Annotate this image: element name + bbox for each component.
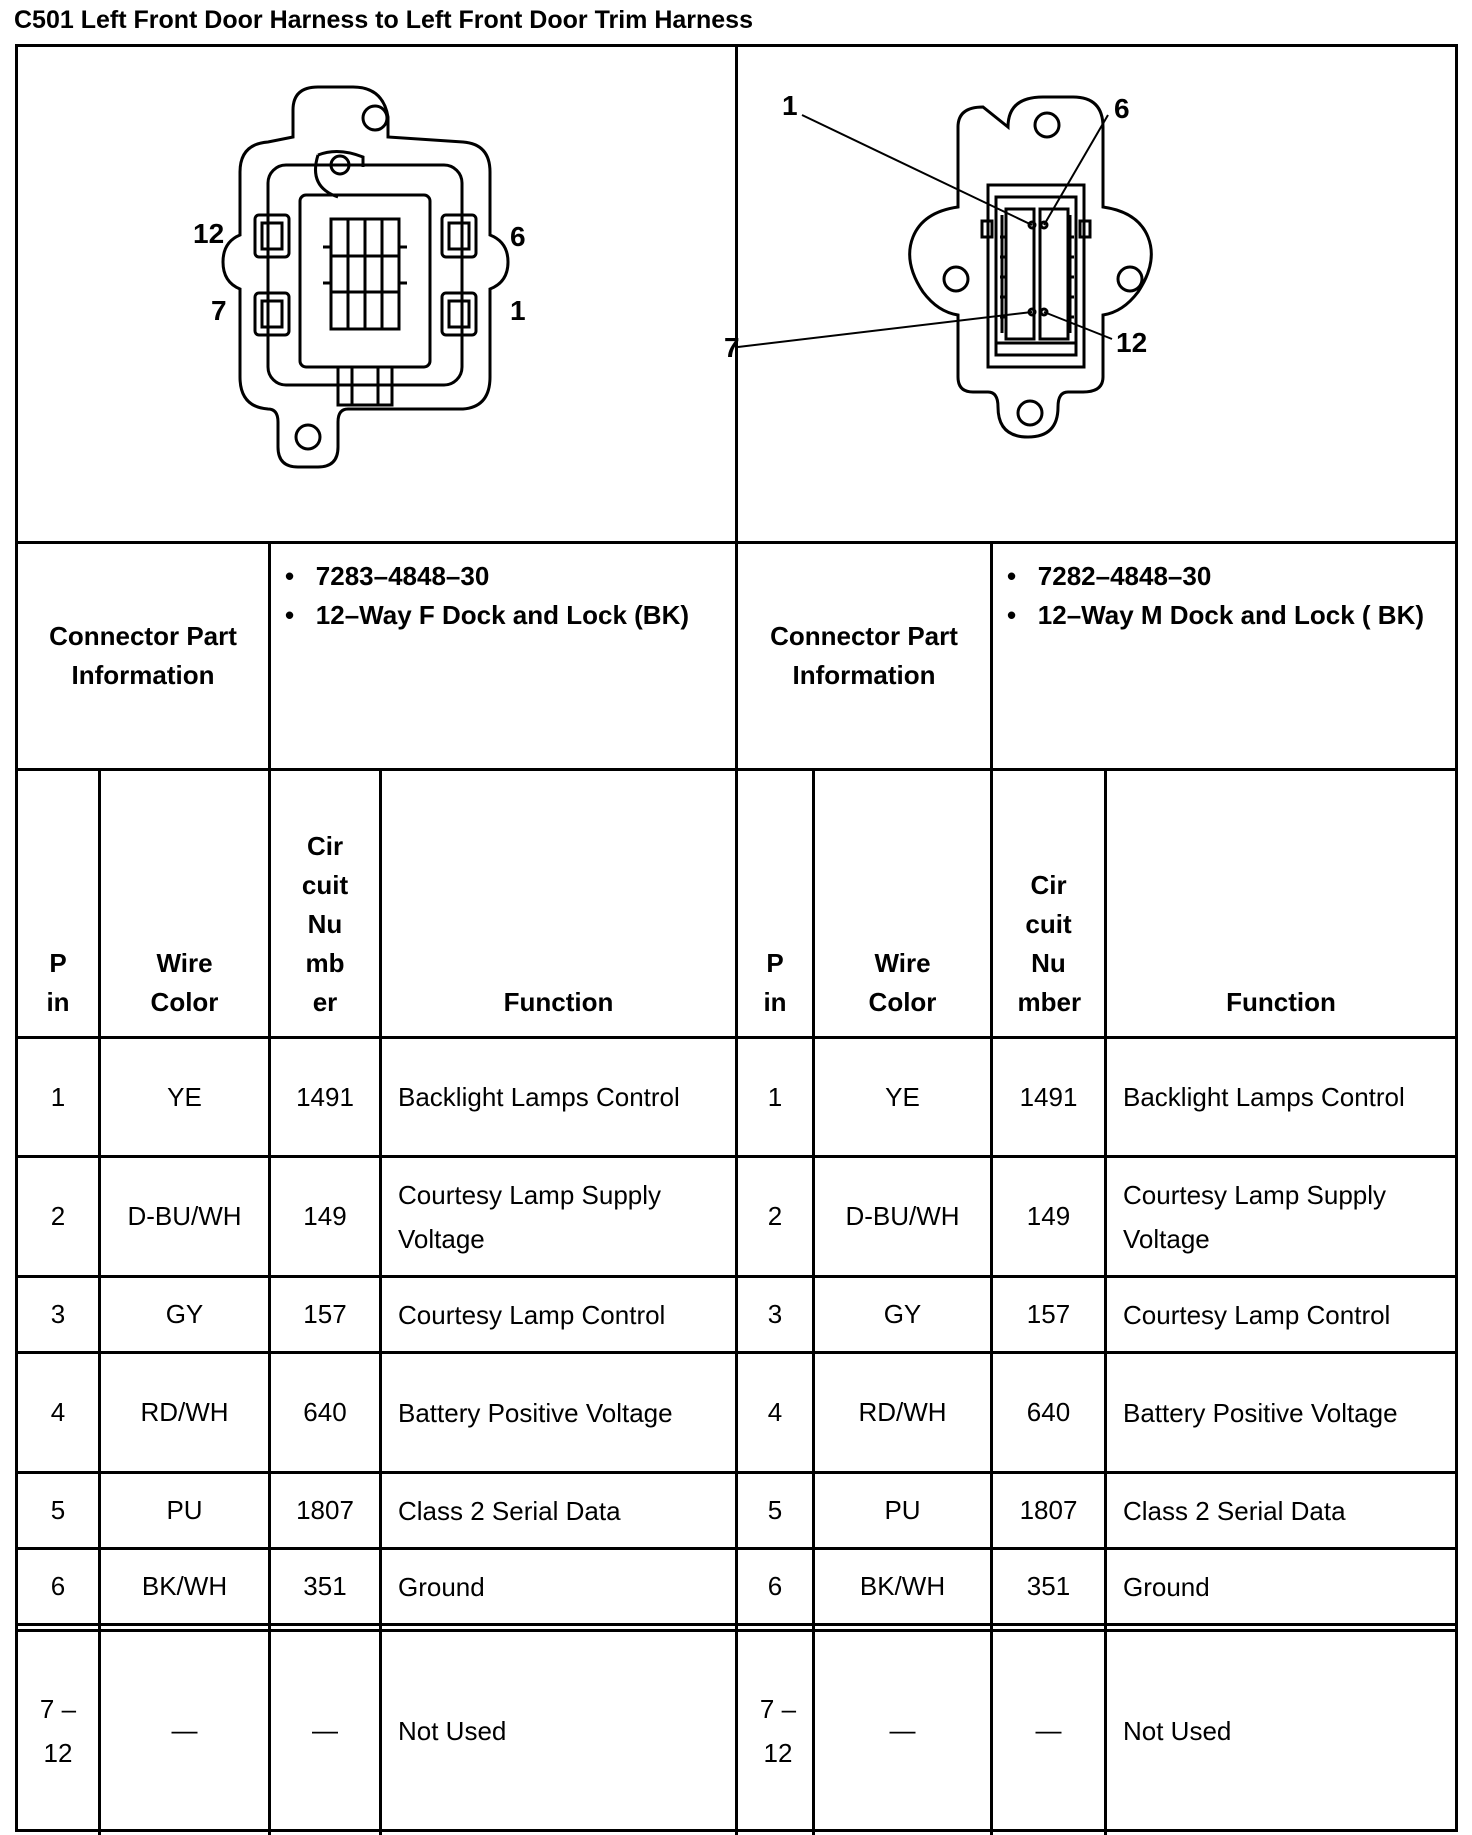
wire-color-cell: PU [884,1495,921,1525]
pin-label-6: 6 [510,221,526,252]
function-cell: Backlight Lamps Control [1123,1082,1405,1112]
column-header-wire-color: Wire Color [150,948,219,1017]
function-cell: Class 2 Serial Data [398,1495,621,1526]
function-cell: Not Used [1123,1715,1232,1746]
pin-label-1: 1 [782,90,798,121]
part-description: 12–Way M Dock and Lock ( BK) [1037,600,1425,630]
column-header-circuit-number: Cir cuit Nu mber [1017,870,1082,1017]
wire-color-cell: GY [883,1299,922,1329]
wire-color-cell: RD/WH [140,1397,229,1427]
column-header-wire-color: Wire Color [868,948,937,1017]
column-header-pin: P in [46,948,70,1017]
pin-cell: 2 [767,1201,783,1231]
circuit-number-cell: 351 [303,1571,347,1601]
connector-part-info: • 7283–4848–30 • 12–Way F Dock and Lock (BK) [285,561,690,630]
column-header-function: Function [503,987,614,1017]
part-number: 7283–4848–30 [315,561,490,591]
pin-label-7: 7 [724,332,740,363]
female-connector-diagram [18,47,738,544]
function-cell: Courtesy Lamp Control [1123,1299,1391,1330]
pin-cell: 4 [50,1397,66,1427]
wire-color-cell: GY [165,1299,204,1329]
pin-cell: 2 [50,1201,66,1231]
function-cell: Courtesy Lamp Control [398,1299,666,1330]
circuit-number-cell: 1807 [1019,1495,1078,1525]
column-header-pin: P in [763,948,787,1017]
page-title: C501 Left Front Door Harness to Left Front Door Trim Harness [14,6,753,34]
circuit-number-cell: 1491 [296,1081,354,1112]
circuit-number-cell: 640 [303,1397,347,1427]
column-header-circuit-number: Cir cuit Nu mb er [301,831,349,1017]
part-number: 7282–4848–30 [1037,561,1212,591]
circuit-number-cell: 640 [1026,1397,1071,1427]
connector-part-label: Connector Part Information [770,621,958,690]
wire-color-cell: D-BU/WH [845,1201,960,1231]
circuit-number-cell: 1807 [296,1495,354,1525]
wire-color-cell: RD/WH [858,1397,947,1427]
pin-cell: 1 [767,1081,783,1112]
circuit-number-cell: 1491 [1019,1081,1078,1112]
pin-cell: 6 [767,1571,783,1601]
female-connector-drawing [18,47,735,544]
wire-color-cell: D-BU/WH [127,1201,242,1231]
connector-part-label: Connector Part Information [49,621,237,690]
pin-cell: 3 [50,1299,66,1329]
pin-cell: 7 – 12 [759,1693,797,1768]
connector-table-frame [15,44,1458,1832]
pin-cell: 1 [50,1081,66,1112]
pin-label-1: 1 [510,295,526,326]
wire-color-cell: — [171,1715,198,1745]
function-cell: Battery Positive Voltage [1123,1397,1398,1428]
function-cell: Backlight Lamps Control [398,1082,680,1112]
wire-color-cell: PU [166,1495,203,1525]
function-cell: Not Used [398,1715,507,1746]
wire-color-cell: YE [167,1081,202,1112]
connector-part-info: • 7282–4848–30 • 12–Way M Dock and Lock ( BK) [1007,561,1425,630]
wire-color-cell: YE [885,1081,920,1112]
wire-color-cell: BK/WH [859,1571,946,1601]
function-cell: Battery Positive Voltage [398,1397,673,1428]
pin-label-6: 6 [1114,93,1130,124]
function-cell: Courtesy Lamp Supply Voltage [1123,1179,1387,1254]
pin-cell: 4 [767,1397,783,1427]
pin-cell: 5 [50,1495,66,1525]
column-header-function: Function [1226,987,1336,1017]
pin-label-12: 12 [1116,327,1148,358]
circuit-number-cell: 351 [1026,1571,1071,1601]
pin-label-7: 7 [211,295,227,326]
wire-color-cell: BK/WH [141,1571,228,1601]
circuit-number-cell: 149 [1026,1201,1071,1231]
pin-cell: 3 [767,1299,783,1329]
circuit-number-cell: — [1035,1715,1062,1745]
pin-label-12: 12 [193,218,225,249]
pin-cell: 6 [50,1571,66,1601]
part-description: 12–Way F Dock and Lock (BK) [315,600,690,630]
wire-color-cell: — [889,1715,916,1745]
circuit-number-cell: 149 [303,1201,347,1231]
function-cell: Class 2 Serial Data [1123,1495,1346,1526]
function-cell: Ground [1123,1571,1210,1602]
function-cell: Courtesy Lamp Supply Voltage [398,1179,662,1254]
circuit-number-cell: — [312,1715,338,1745]
male-connector-diagram [724,47,1455,544]
circuit-number-cell: 157 [303,1299,347,1329]
function-cell: Ground [398,1571,485,1602]
male-connector-drawing [724,47,1455,544]
pin-cell: 5 [767,1495,783,1525]
pin-cell: 7 – 12 [39,1693,77,1768]
circuit-number-cell: 157 [1026,1299,1071,1329]
